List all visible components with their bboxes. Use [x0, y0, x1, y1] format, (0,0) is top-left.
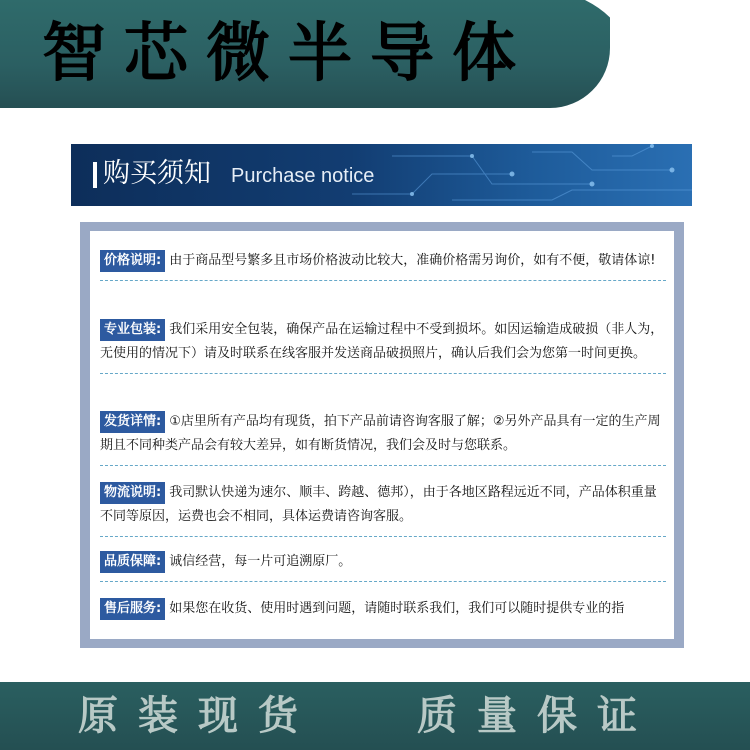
divider — [100, 280, 666, 281]
divider — [100, 581, 666, 582]
notice-title-cn: 购买须知 — [103, 158, 211, 189]
notice-text-quality: 诚信经营，每一片可追溯原厂。 — [169, 554, 352, 569]
notice-tag-shipping: 发货详情: — [100, 411, 165, 433]
notice-text-logistics: 我司默认快递为速尔、顺丰、跨越、德邦），由于各地区路程远近不同，产品体积重量不同等原因，运费也会不相同，具体运费请咨询客服。 — [100, 485, 657, 524]
notice-item-price — [100, 249, 666, 273]
notice-title-en: Purchase notice — [231, 165, 375, 187]
notice-item-quality — [100, 550, 666, 574]
divider — [100, 373, 666, 374]
notice-text-aftersales: 如果您在收货、使用时遇到问题，请随时联系我们，我们可以随时提供专业的指 — [169, 601, 625, 616]
top-right-decoration — [585, 0, 750, 112]
slogan-quality-guarantee: 质量保证 — [417, 693, 657, 739]
notice-text-shipping: ①店里所有产品均有现货，拍下产品前请咨询客服了解；②另外产品具有一定的生产周期且不同种类产品会有较大差异，如有断货情况，我们会及时与您联系。 — [100, 414, 661, 453]
notice-text-packaging: 我们采用安全包装，确保产品在运输过程中不受到损坏。如因运输造成破损（非人为，无使用的情况下）请及时联系在线客服并发送商品破损照片，确认后我们会为您第一时间更换。 — [100, 322, 664, 361]
notice-tag-price: 价格说明: — [100, 250, 165, 272]
notice-item-aftersales — [100, 597, 666, 621]
divider — [100, 536, 666, 537]
notice-item-packaging — [100, 318, 666, 366]
divider — [100, 465, 666, 466]
title-bar-mark — [93, 162, 97, 188]
circuit-decoration-icon — [332, 144, 692, 206]
notice-tag-aftersales: 售后服务: — [100, 598, 165, 620]
slogan-original-stock: 原装现货 — [78, 693, 318, 739]
notice-item-shipping — [100, 410, 666, 458]
notice-content-panel — [90, 231, 674, 639]
notice-item-logistics — [100, 481, 666, 529]
notice-text-price: 由于商品型号繁多且市场价格波动比较大，准确价格需另询价，如有不便，敬请体谅! — [169, 253, 656, 268]
notice-header — [71, 144, 692, 206]
bottom-banner — [0, 682, 750, 750]
notice-content-frame — [80, 222, 684, 648]
brand-title: 智芯微半导体 — [42, 17, 534, 91]
notice-tag-packaging: 专业包装: — [100, 319, 165, 341]
notice-tag-quality: 品质保障: — [100, 551, 165, 573]
top-banner — [0, 0, 750, 112]
notice-tag-logistics: 物流说明: — [100, 482, 165, 504]
